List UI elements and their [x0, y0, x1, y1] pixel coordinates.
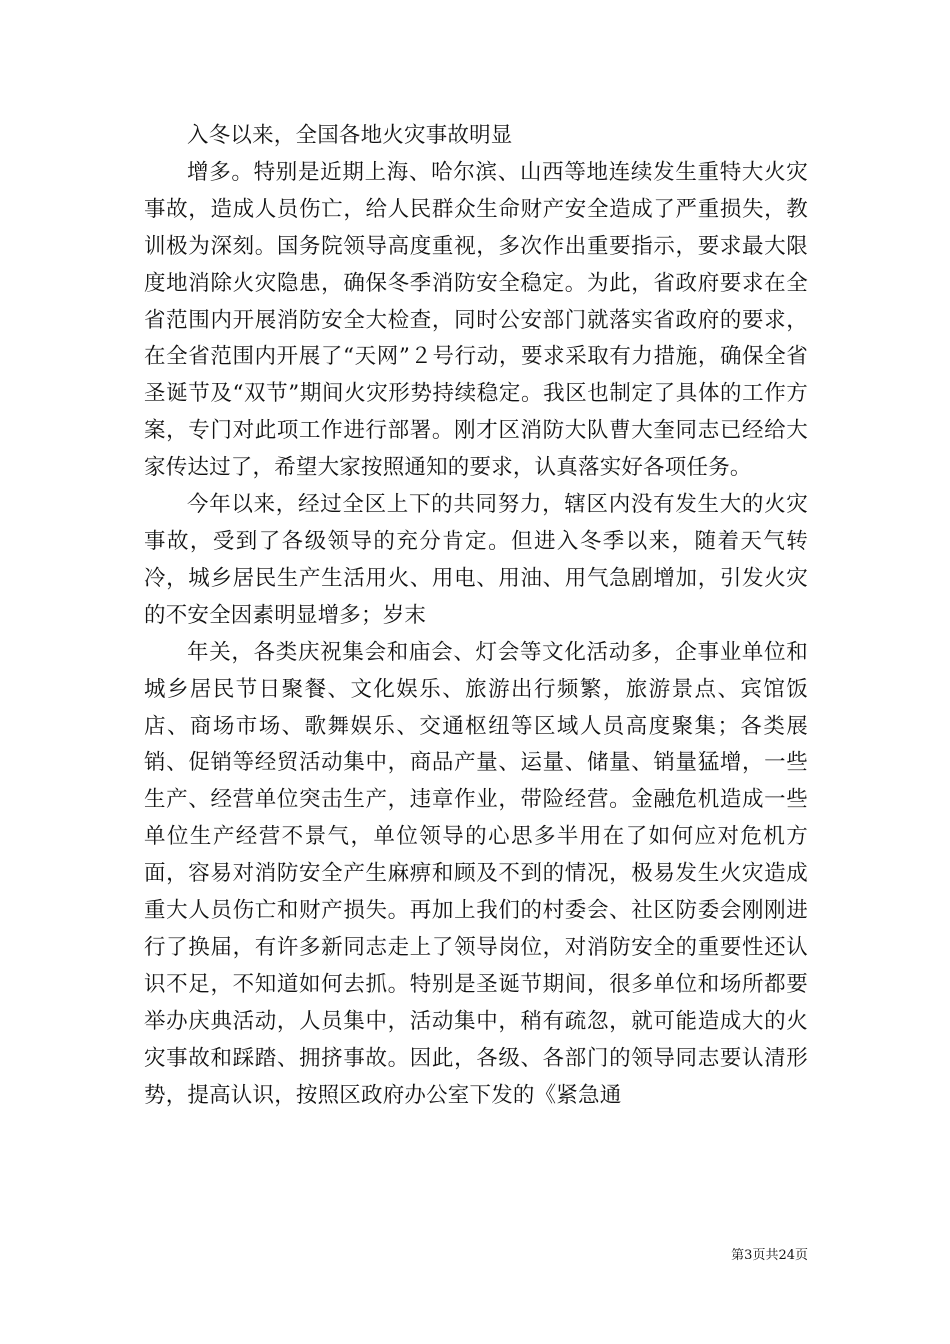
- paragraph-2: 增多。特别是近期上海、哈尔滨、山西等地连续发生重特大火灾事故，造成人员伤亡，给人民群众生命财产安全造成了严重损失，教训极为深刻。国务院领导高度重视，多次作出重要指示，要求最大限度地消除火灾隐患，确保冬季消防安全稳定。为此，省政府要求在全省范围内开展消防安全大检查，同时公安部门就落实省政府的要求，在全省范围内开展了“天网”２号行动，要求采取有力措施，确保全省圣诞节及“双节”期间火灾形势持续稳定。我区也制定了具体的工作方案，专门对此项工作进行部署。刚才区消防大队曹大奎同志已经给大家传达过了，希望大家按照通知的要求，认真落实好各项任务。: [144, 159, 808, 481]
- paragraph-3: 今年以来，经过全区上下的共同努力，辖区内没有发生大的火灾事故，受到了各级领导的充分肯定。但进入冬季以来，随着天气转冷，城乡居民生产生活用火、用电、用油、用气急剧增加，引发火灾的不安全因素明显增多；岁末: [144, 492, 808, 628]
- page-number: 第3页共24页: [731, 1248, 808, 1263]
- paragraph-1: 入冬以来，全国各地火灾事故明显: [187, 123, 513, 148]
- paragraph-4: 年关，各类庆祝集会和庙会、灯会等文化活动多，企事业单位和城乡居民节日聚餐、文化娱乐、旅游出行频繁，旅游景点、宾馆饭店、商场市场、歌舞娱乐、交通枢纽等区域人员高度聚集；各类展销、促销等经贸活动集中，商品产量、运量、储量、销量猛增，一些生产、经营单位突击生产，违章作业，带险经营。金融危机造成一些单位生产经营不景气，单位领导的心思多半用在了如何应对危机方面，容易对消防安全产生麻痹和顾及不到的情况，极易发生火灾造成重大人员伤亡和财产损失。再加上我们的村委会、社区防委会刚刚进行了换届，有许多新同志走上了领导岗位，对消防安全的重要性还认识不足，不知道如何去抓。特别是圣诞节期间，很多单位和场所都要举办庆典活动，人员集中，活动集中，稍有疏忽，就可能造成大的火灾事故和踩踏、拥挤事故。因此，各级、各部门的领导同志要认清形势，提高认识，按照区政府办公室下发的《紧急通: [144, 639, 808, 1108]
- body-text: [144, 118, 808, 1114]
- page-footer: [0, 1248, 808, 1264]
